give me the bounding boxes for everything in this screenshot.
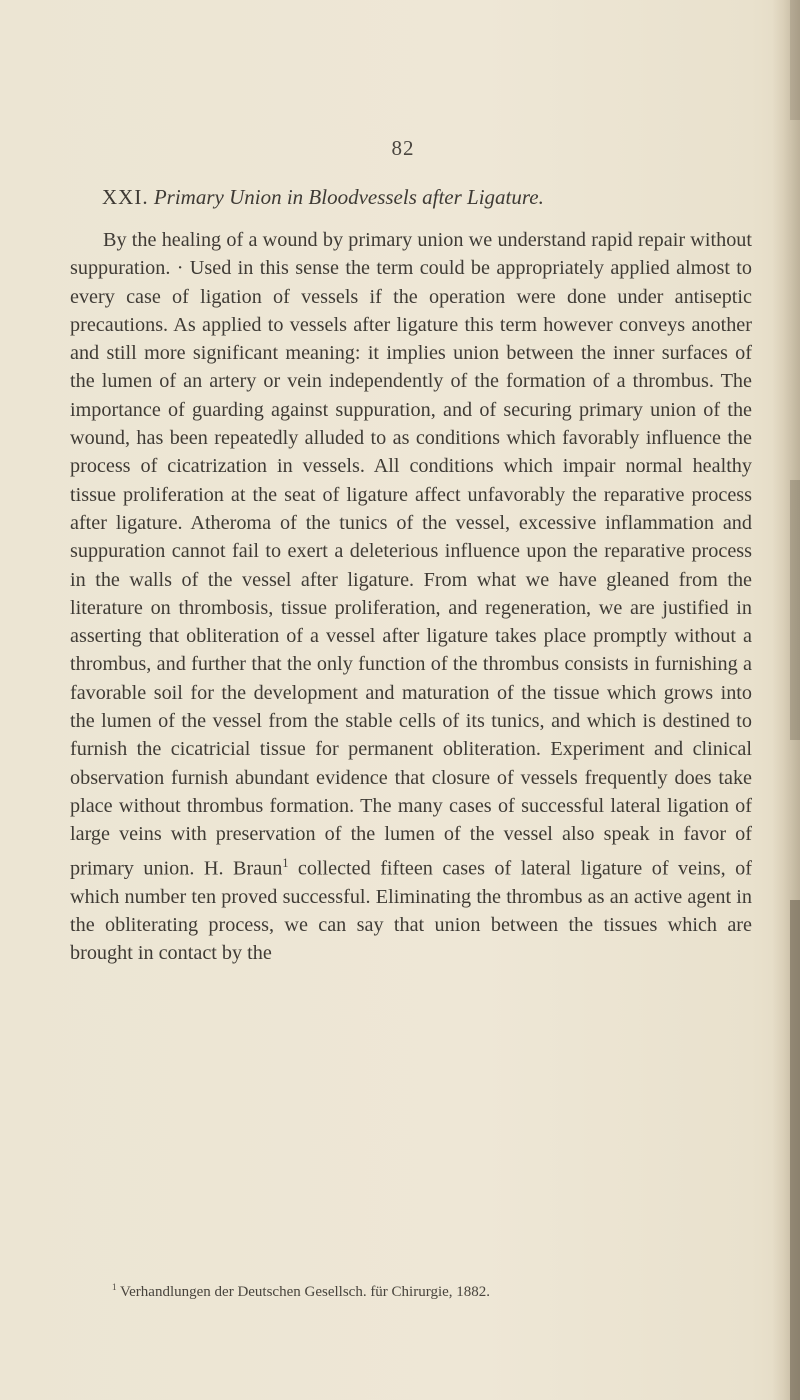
footnote-mark: 1 (112, 1282, 117, 1292)
page-edge-mark (790, 480, 800, 740)
paragraph-text: By the healing of a wound by primary union we understand rapid repair without suppuration. · Used in this sense the term could be appropriately applied almost to every case of ligation of vessels if the operation were done under antiseptic precautions. As applied to vessels after ligature this term however conveys another and still more significant meaning: it implies union between the inner surfaces of the lumen of an artery or vein independently of the formation of a thrombus. The importance of guarding against suppuration, and of securing primary union of the wound, has been repeatedly alluded to as conditions which favorably influence the process of cicatrization in vessels. All conditions which impair normal healthy tissue proliferation at the seat of ligature affect unfavorably the reparative process after ligature. Atheroma of the tunics of the vessel, excessive inflammation and suppuration cannot fail to exert a deleterious influence upon the reparative process in the walls of the vessel after ligature. From what we have gleaned from the literature on thrombosis, tissue proliferation, and regeneration, we are justified in asserting that obliteration of a vessel after ligature takes place promptly without a thrombus, and further that the only function of the thrombus consists in furnishing a favorable soil for the development and maturation of the tissue which grows into the lumen of the vessel from the stable cells of its tunics, and which is destined to furnish the cicatricial tissue for permanent obliteration. Experiment and clinical observation furnish abundant evidence that closure of vessels frequently does take place without thrombus formation. The many cases of successful lateral ligation of large veins with preservation of the lumen of the vessel also speak in favor of primary union. H. Braun (70, 229, 752, 880)
footnote-reference: 1 (282, 855, 289, 870)
section-number: XXI. (102, 185, 149, 209)
page-edge-mark (790, 0, 800, 120)
page-edge-mark (790, 900, 800, 1400)
section-title: Primary Union in Bloodvessels after Ligature. (153, 185, 544, 209)
page-number: 82 (391, 136, 415, 160)
section-heading (102, 185, 722, 210)
body-paragraph (70, 226, 752, 967)
footnote-text: Verhandlungen der Deutschen Gesellsch. für Chirurgie, 1882. (116, 1284, 491, 1300)
footnote (112, 1282, 752, 1301)
paragraph-text-continued: collected fifteen cases of lateral ligature of veins, of which number ten proved successful. Eliminating the thrombus as an active agent in the obliterating process, we can say that union between the tissues which are brought in contact by the (70, 857, 752, 965)
